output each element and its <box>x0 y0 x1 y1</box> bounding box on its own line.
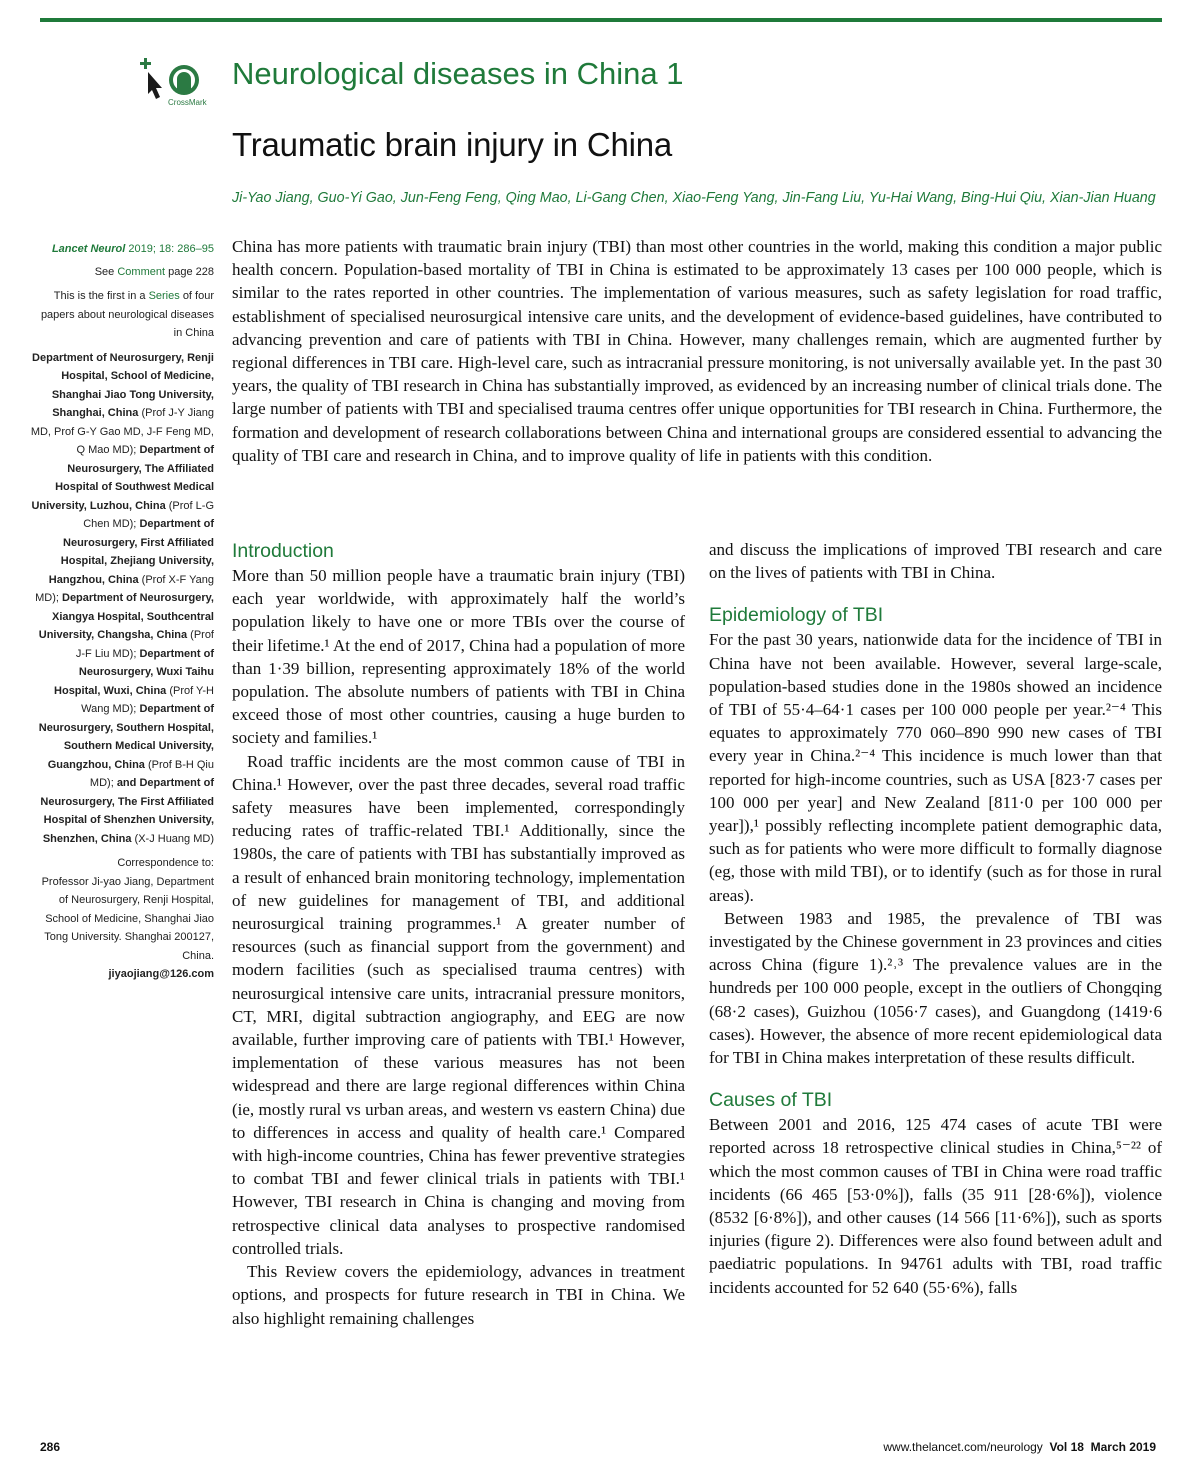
affiliation-authors: (Prof X-F Yang MD); <box>35 573 214 604</box>
left-column <box>232 538 685 1330</box>
journal-url[interactable]: www.thelancet.com/neurology <box>883 1440 1043 1454</box>
affiliation: Department of Neurosurgery, Xiangya Hospital, Southcentral University, Changsha, China <box>38 592 214 641</box>
abstract: China has more patients with traumatic brain injury (TBI) than most other countries in the world, making this condition a major public health concern. Population-based mortality of TBI in China is estimated to be approximately 13 cases per 100 000 people, which is similar to the rates reported in other countries. The implementation of various measures, such as safety legislation for road traffic, establishment of specialised neurosurgical intensive care units, and the development of evidence-based guidelines, have contributed to advancing prevention and care of patients with TBI in China. However, many challenges remain, which are augmented further by regional differences in TBI care. High-level care, such as intracranial pressure monitoring, is not universally available yet. In the past 30 years, the quality of TBI research in China has substantially improved, as evidenced by an increasing number of clinical trials done. The large number of patients with TBI and specialised trauma centres offer unique opportunities for TBI research in China. Furthermore, the formation and development of research collaborations between China and international groups are considered essential to advancing the quality of TBI care and research in China, and to improve quality of life in patients with this condition. <box>232 237 1162 465</box>
see-comment: See Comment page 228 <box>94 265 214 278</box>
affiliation-authors: (X-J Huang MD) <box>134 832 214 845</box>
issue-date: March 2019 <box>1090 1440 1156 1454</box>
series-title: Neurological diseases in China 1 <box>232 56 684 91</box>
comment-link[interactable]: Comment <box>117 265 166 278</box>
right-column <box>709 538 1162 1299</box>
affiliation-authors: (Prof J-F Liu MD); <box>75 629 214 660</box>
crossmark-label: CrossMark <box>168 98 207 107</box>
citation <box>30 240 214 259</box>
section-heading-causes: Causes of TBI <box>709 1089 833 1112</box>
affiliation-authors: (Prof J-Y Jiang MD, Prof G-Y Gao MD, J-F Feng MD, Q Mao MD); <box>30 407 214 456</box>
sidebar-notes <box>30 240 214 984</box>
section-heading-introduction: Introduction <box>232 540 334 562</box>
conjunction: and <box>116 777 137 789</box>
article-title: Traumatic brain injury in China <box>232 126 673 163</box>
top-rule <box>40 18 1162 22</box>
volume: Vol 18 <box>1049 1440 1084 1454</box>
affiliation-authors: (Prof L-G Chen MD); <box>83 499 214 530</box>
paragraph: Between 2001 and 2016, 125 474 cases of acute TBI were reported across 18 retrospective clinical studies in China,⁵⁻²² of which the most common causes of TBI in China were road traffic incidents (66 465 [53·0%]), falls (35 911 [28·6%]), violence (8532 [6·8%]), and other causes (14 566 [11·6%]), such as sports injuries (figure 2). Differences were also found between adult and paediatric populations. In 94761 adults with TBI, road traffic incidents accounted for 52 640 (55·6%), falls <box>709 1115 1162 1297</box>
affiliation: Department of Neurosurgery, Wuxi Taihu Hospital, Wuxi, China <box>54 647 214 697</box>
citation-volume: 2019; 18: 286–95 <box>128 243 214 255</box>
paragraph: Road traffic incidents are the most common cause of TBI in China.¹ However, over the past three decades, several road traffic safety measures have been implemented, correspondingly reducing rates of traffic-related TBI.¹ Additionally, since the 1980s, the care of patients with TBI has substantially improved as a result of enhanced brain monitoring technology, implementation of new guidelines for management of TBI, and additional neurosurgical training programmes.¹ A greater number of resources (such as financial support from the government) and modern facilities (such as specialised trauma centres) with neurosurgical intensive care units, intracranial pressure monitors, CT, MRI, digital subtraction angiography, and EEG are now available, further improving care of patients with TBI.¹ However, implementation of these various measures has not been widespread and there are large regional differences within China (ie, mostly rural vs urban areas, and western vs eastern China) due to differences in access and quality of health care.¹ Compared with high-income countries, China has fewer preventive strategies to combat TBI and fewer clinical trials in patients with TBI.¹ However, TBI research in China is changing and moving from retrospective clinical data analyses to prospective randomised controlled trials. <box>232 751 685 1258</box>
affiliation: Department of Neurosurgery, First Affiliated Hospital, Zhejiang University, Hangzhou, China <box>48 518 214 586</box>
correspondence-address: Professor Ji-yao Jiang, Department of Neurosurgery, Renji Hospital, School of Medicine, Shanghai Jiao Tong University. Shanghai 200127, China. <box>41 875 214 962</box>
footer-info <box>883 1440 1156 1454</box>
correspondence-email[interactable]: jiyaojiang@126.com <box>108 968 214 980</box>
author-list: Ji-Yao Jiang, Guo-Yi Gao, Jun-Feng Feng, Qing Mao, Li-Gang Chen, Xiao-Feng Yang, Jin-Fang Liu, Yu-Hai Wang, Bing-Hui Qiu, Xian-Jian Huang <box>232 190 1156 206</box>
affiliation: Department of Neurosurgery, The Affiliated Hospital of Southwest Medical University, Luzhou, China <box>31 444 214 512</box>
paragraph: For the past 30 years, nationwide data for the incidence of TBI in China have not been available. However, several large-scale, population-based studies done in the 1980s showed an incidence of TBI of 55·4–64·1 cases per 100 000 people per year.²⁻⁴ This equates to approximately 770 060–890 990 new cases of TBI every year in China.²⁻⁴ This incidence is much lower than that reported for high-income countries, such as USA [823·7 cases per 100 000 per year] and New Zealand [811·0 per 100 000 per year]),¹ possibly reflecting incomplete patient demographic data, such as for patients who were more difficult to formally diagnose (eg, those with mild TBI), or to identify (such as for those in rural areas). <box>709 630 1162 905</box>
affiliation: Department of Neurosurgery, The First Affiliated Hospital of Shenzhen University, Shenzhen, China <box>40 777 214 845</box>
affiliation: Department of Neurosurgery, Southern Hospital, Southern Medical University, Guangzhou, China <box>38 703 214 771</box>
paragraph: and discuss the implications of improved TBI research and care on the lives of patients with TBI in China. <box>709 540 1162 583</box>
page-number: 286 <box>40 1440 61 1454</box>
paragraph: More than 50 million people have a traumatic brain injury (TBI) each year worldwide, with approximately half the world’s population likely to have one or more TBIs over the course of their lifetime.¹ At the end of 2017, China had a population of more than 1·39 billion, representing approximately 18% of the world population. The absolute numbers of patients with TBI in China exceed those of most other countries, causing a huge burden to society and families.¹ <box>232 566 685 748</box>
series-link[interactable]: Series <box>148 290 180 302</box>
affiliation-authors: (Prof B-H Qiu MD); <box>89 758 214 789</box>
affiliation: Department of Neurosurgery, Renji Hospital, School of Medicine, Shanghai Jiao Tong University, Shanghai, China <box>32 351 214 419</box>
section-heading-epidemiology: Epidemiology of TBI <box>709 604 884 627</box>
paragraph: Between 1983 and 1985, the prevalence of TBI was investigated by the Chinese government in 23 provinces and cities across China (figure 1).²˒³ The prevalence values are in the hundreds per 100 000 people, except in the outliers of Chongqing (68·2 cases), Guizhou (1056·7 cases), and Guangdong (1419·6 cases). However, the absence of more recent epidemiological data for TBI in China makes interpretation of these results difficult. <box>709 908 1162 1068</box>
affiliation-authors: (Prof Y-H Wang MD); <box>81 684 214 715</box>
series-note: This is the first in a Series of four papers about neurological diseases in China <box>40 290 214 339</box>
correspondence-label: Correspondence to: <box>117 857 214 869</box>
journal-name: Lancet Neurol <box>51 243 126 255</box>
affiliations <box>30 349 214 849</box>
paragraph: This Review covers the epidemiology, advances in treatment options, and prospects for future research in TBI in China. We also highlight remaining challenges <box>232 1262 685 1328</box>
